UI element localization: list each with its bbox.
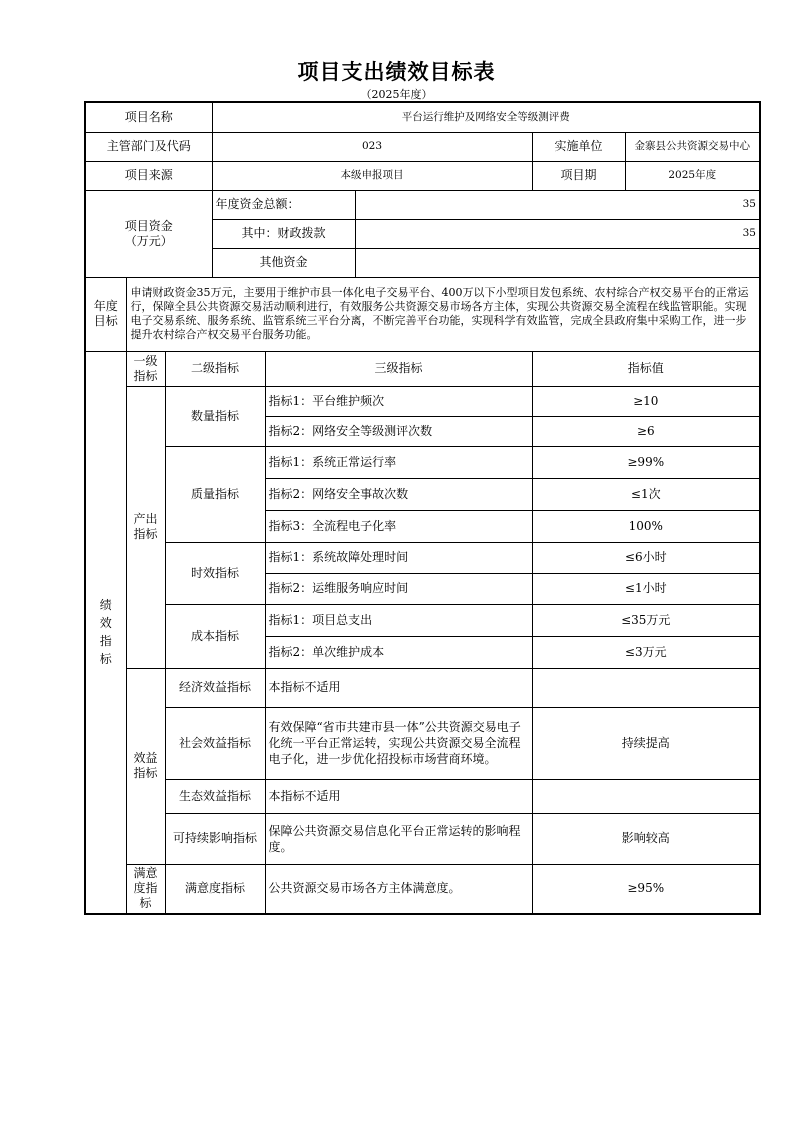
value-cell: ≤6小时 xyxy=(532,542,760,573)
label-period: 项目期 xyxy=(532,161,625,190)
value-funds-fiscal: 35 xyxy=(355,219,760,248)
indicator-cell: 指标1：平台维护频次 xyxy=(265,386,532,416)
row-funds-total xyxy=(85,190,760,219)
value-cell: ≤1次 xyxy=(532,478,760,510)
value-source: 本级申报项目 xyxy=(212,161,532,190)
row-dept xyxy=(85,132,760,161)
row-source xyxy=(85,161,760,190)
indicator-cell: 指标2：网络安全等级测评次数 xyxy=(265,416,532,446)
goal-label-line2: 目标 xyxy=(93,314,118,328)
label-benefit: 效益 指标 xyxy=(126,668,165,864)
funds-label: 项目资金 xyxy=(124,218,173,233)
value-funds-other xyxy=(355,248,760,277)
indicator-cell: 有效保障“省市共建市县一体”公共资源交易电子化统一平台正常运转，实现公共资源交易全流程电子化，进一步优化招投标市场营商环境。 xyxy=(265,707,532,779)
label-quantity: 数量指标 xyxy=(165,386,265,446)
label-cost: 成本指标 xyxy=(165,604,265,668)
value-cell: ≤1小时 xyxy=(532,573,760,604)
indicator-cell: 指标2：运维服务响应时间 xyxy=(265,573,532,604)
value-funds-total: 35 xyxy=(355,190,760,219)
label-sustain: 可持续影响指标 xyxy=(165,813,265,864)
table-row xyxy=(85,446,760,478)
value-period: 2025年度 xyxy=(625,161,760,190)
indicator-cell: 本指标不适用 xyxy=(265,668,532,707)
row-indicator-header xyxy=(85,351,760,386)
value-impl-unit: 金寨县公共资源交易中心 xyxy=(625,132,760,161)
label-social: 社会效益指标 xyxy=(165,707,265,779)
value-cell: 影响较高 xyxy=(532,813,760,864)
table-row xyxy=(85,668,760,707)
value-cell: ≥95% xyxy=(532,864,760,914)
label-ecology: 生态效益指标 xyxy=(165,779,265,813)
indicator-cell: 指标1：项目总支出 xyxy=(265,604,532,636)
label-annual-goal xyxy=(85,277,126,351)
label-satisfaction: 满意度指标 xyxy=(165,864,265,914)
value-cell: 100% xyxy=(532,510,760,542)
label-economic: 经济效益指标 xyxy=(165,668,265,707)
label-funds xyxy=(85,190,212,277)
header-value: 指标值 xyxy=(532,351,760,386)
value-cell: ≤35万元 xyxy=(532,604,760,636)
label-funds-fiscal: 其中：财政拨款 xyxy=(212,219,355,248)
indicator-cell: 本指标不适用 xyxy=(265,779,532,813)
indicator-cell: 指标2：单次维护成本 xyxy=(265,636,532,668)
value-project-name: 平台运行维护及网络安全等级测评费 xyxy=(212,102,760,132)
label-funds-total: 年度资金总额： xyxy=(212,190,355,219)
value-cell: ≥10 xyxy=(532,386,760,416)
header-level2: 二级指标 xyxy=(165,351,265,386)
page-subtitle: （2025年度） xyxy=(360,88,433,101)
table-row xyxy=(85,707,760,779)
performance-table xyxy=(84,101,761,915)
header-level3: 三级指标 xyxy=(265,351,532,386)
value-cell: ≥99% xyxy=(532,446,760,478)
table-row xyxy=(85,779,760,813)
value-cell: ≥6 xyxy=(532,416,760,446)
label-satisfaction-group: 满意 度指 标 xyxy=(126,864,165,914)
page-title: 项目支出绩效目标表 xyxy=(297,60,496,84)
goal-label-line1: 年度 xyxy=(93,299,118,313)
value-cell: 持续提高 xyxy=(532,707,760,779)
indicator-cell: 指标1：系统故障处理时间 xyxy=(265,542,532,573)
header-level1: 一级 指标 xyxy=(126,351,165,386)
table-row xyxy=(85,813,760,864)
table-row xyxy=(85,386,760,416)
value-cell xyxy=(532,779,760,813)
label-impl-unit: 实施单位 xyxy=(532,132,625,161)
funds-unit: （万元） xyxy=(124,233,173,248)
label-quality: 质量指标 xyxy=(165,446,265,542)
table-row xyxy=(85,864,760,914)
label-timeliness: 时效指标 xyxy=(165,542,265,604)
indicator-cell: 指标1：系统正常运行率 xyxy=(265,446,532,478)
row-project-name xyxy=(85,102,760,132)
indicator-cell: 保障公共资源交易信息化平台正常运转的影响程度。 xyxy=(265,813,532,864)
label-performance: 绩 效 指 标 xyxy=(85,351,126,914)
value-cell xyxy=(532,668,760,707)
table-row xyxy=(85,542,760,573)
label-source: 项目来源 xyxy=(85,161,212,190)
value-dept-code: 023 xyxy=(212,132,532,161)
indicator-cell: 指标2：网络安全事故次数 xyxy=(265,478,532,510)
label-dept: 主管部门及代码 xyxy=(85,132,212,161)
value-cell: ≤3万元 xyxy=(532,636,760,668)
label-project-name: 项目名称 xyxy=(85,102,212,132)
row-annual-goal xyxy=(85,277,760,351)
value-annual-goal: 申请财政资金35万元，主要用于维护市县一体化电子交易平台、400万以下小型项目发包系统、农村综合产权交易平台的正常运行，保障全县公共资源交易活动顺利进行，有效服务公共资源交易市场各方主体，实现公共资源交易全流程在线监管职能。实现电子交易系统、服务系统、监管系统三平台分离，不断完善平台功能，实现科学有效监管，完成全县政府集中采购工作，进一步提升农村综合产权交易平台服务功能。 xyxy=(126,277,760,351)
indicator-cell: 指标3：全流程电子化率 xyxy=(265,510,532,542)
label-funds-other: 其他资金 xyxy=(212,248,355,277)
label-output: 产出 指标 xyxy=(126,386,165,668)
table-row xyxy=(85,604,760,636)
indicator-cell: 公共资源交易市场各方主体满意度。 xyxy=(265,864,532,914)
